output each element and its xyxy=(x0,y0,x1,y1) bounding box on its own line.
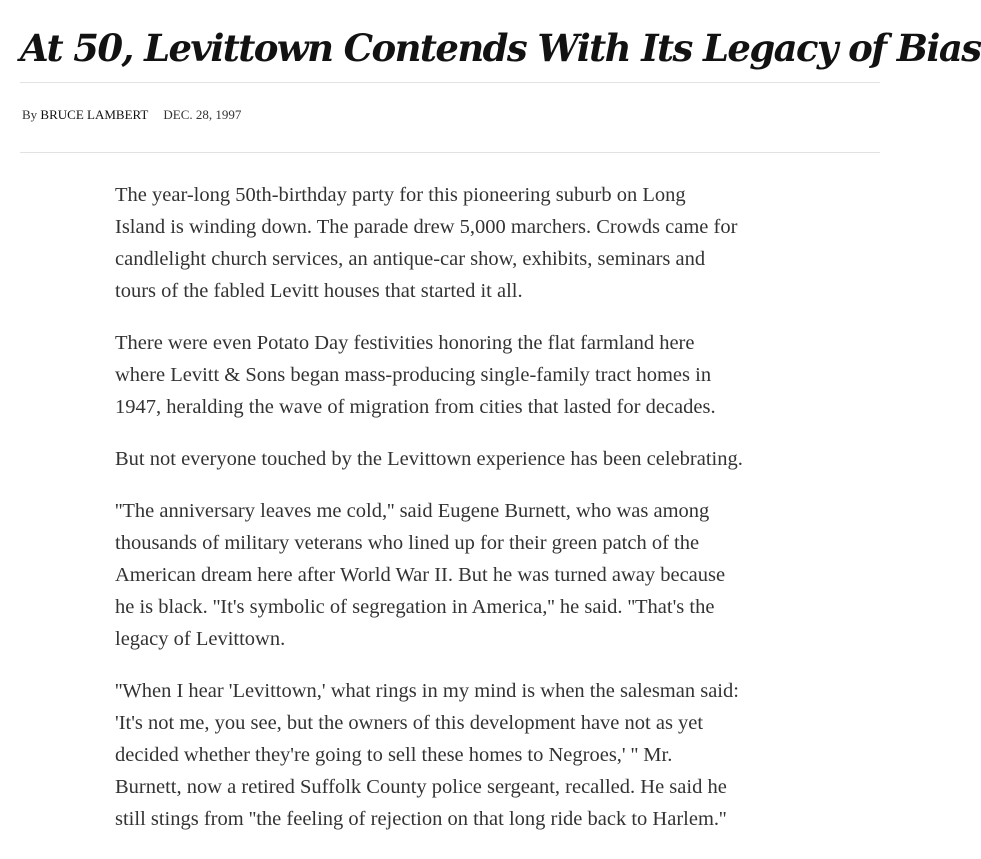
paragraph: But not everyone touched by the Levittown experience has been celebrating. xyxy=(115,448,743,470)
paragraph: ''The anniversary leaves me cold,'' said Eugene Burnett, who was among thousands of military veterans who lined up for their green patch of the American dream here after World War II. But he was turned away because he is black. ''It's symbolic of segregation in America,'' he said. ''That's the legacy of Levittown. xyxy=(115,500,726,650)
byline-divider xyxy=(20,152,880,153)
paragraph: There were even Potato Day festivities honoring the flat farmland here where Levitt & Sons began mass-producing single-family tract homes in 1947, heralding the wave of migration from cities that lasted for decades. xyxy=(115,332,716,418)
headline: At 50, Levittown Contends With Its Legacy of Bias xyxy=(20,26,981,70)
header-divider xyxy=(20,82,880,83)
article-body xyxy=(115,179,845,855)
paragraph: ''When I hear 'Levittown,' what rings in my mind is when the salesman said: 'It's not me, you see, but the owners of this development have not as yet decided whether they're going to sell these homes to Negroes,' '' Mr. Burnett, now a retired Suffolk County police sergeant, recalled. He said he still stings from ''the feeling of rejection on that long ride back to Harlem.'' xyxy=(115,680,739,830)
byline-prefix: By xyxy=(22,107,38,122)
publish-date: DEC. 28, 1997 xyxy=(163,107,242,122)
paragraph: The year-long 50th-birthday party for this pioneering suburb on Long Island is winding down. The parade drew 5,000 marchers. Crowds came for candlelight church services, an antique-car show, exhibits, seminars and tours of the fabled Levitt houses that started it all. xyxy=(115,184,738,302)
author-link[interactable]: BRUCE LAMBERT xyxy=(40,107,149,122)
byline xyxy=(22,106,241,124)
